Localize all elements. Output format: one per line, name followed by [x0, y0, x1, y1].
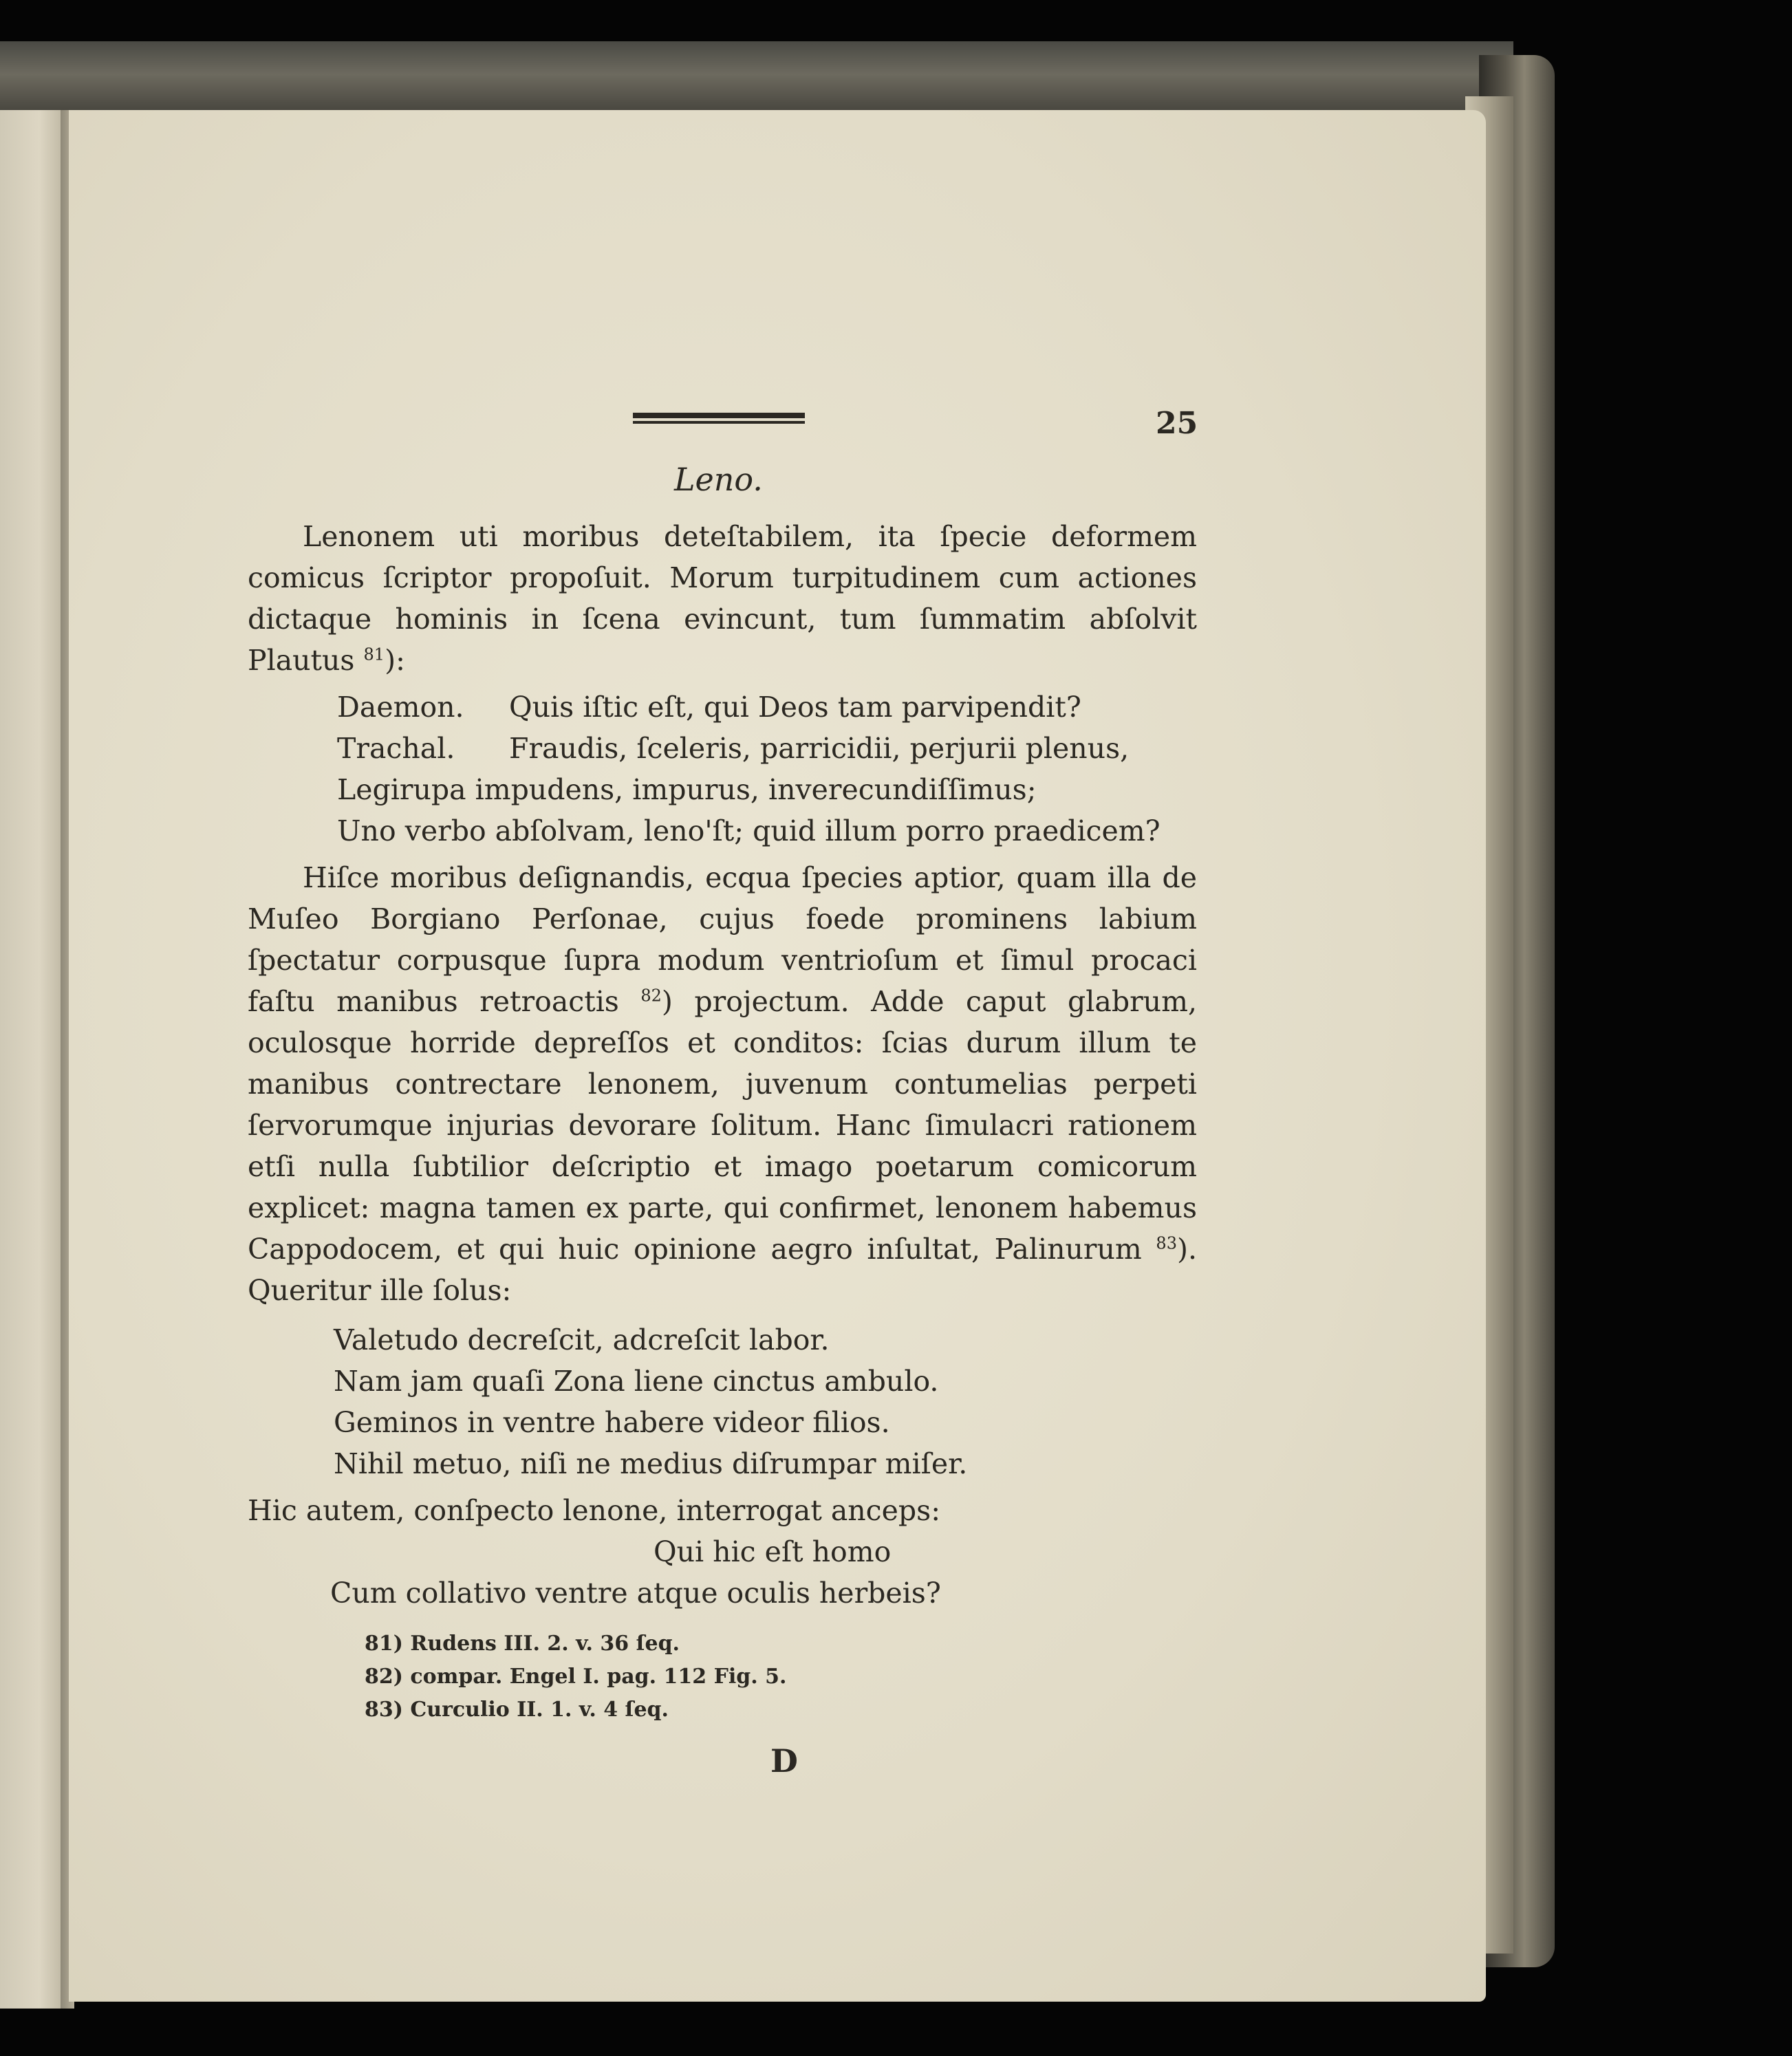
body-text	[248, 516, 1197, 1782]
speaker-label: Daemon.	[337, 691, 464, 724]
paragraph-2	[248, 857, 1197, 1311]
verse-block-2	[334, 1319, 1197, 1484]
section-heading: Leno.	[674, 461, 763, 498]
facing-page-edge	[0, 110, 65, 2009]
speaker-label: Trachal.	[337, 732, 455, 765]
verse-line	[337, 686, 1197, 728]
verse-line: Qui hic eſt homo	[654, 1535, 892, 1568]
page-number: 25	[1156, 406, 1198, 441]
footnote-ref-83: 83	[1156, 1233, 1177, 1253]
verse-block-1	[337, 686, 1197, 852]
verse-text: Fraudis, ſceleris, parricidii, perjurii plenus,	[509, 732, 1130, 765]
paragraph-2-part-2: ) projectum. Adde caput glabrum, oculosque horride depreſſos et conditos: ſcias durum illum te manibus contrectare lenonem, juvenum contumelias perpeti ſervorumque injurias devorare ſolitum. Hanc ſimulacri rationem etſi nulla ſubtilior deſcriptio et imago poetarum comicorum explicet: magna tamen ex parte, qui confirmet, lenonem habemus Cappodocem, et qui huic opinione aegro inſultat, Palinurum	[248, 985, 1197, 1266]
paragraph-2-part-3: ). Queritur ille ſolus:	[248, 1233, 1197, 1307]
verse-line: Valetudo decreſcit, adcreſcit labor.	[334, 1323, 830, 1356]
verse-text: Legirupa impudens, impurus, inverecundiſſimus;	[337, 773, 1037, 806]
paragraph-1	[248, 516, 1197, 681]
paragraph-1-text: Lenonem uti moribus deteſtabilem, ita ſpecie deformem comicus ſcriptor propoſuit. Morum turpitudinem cum actiones dictaque hominis in ſcena evincunt, tum ſummatim abſolvit Plautus	[248, 520, 1197, 677]
footnotes	[365, 1627, 1197, 1727]
paragraph-1-tail: ):	[385, 644, 405, 677]
verse-line: Cum collativo ventre atque oculis herbeis?	[330, 1577, 941, 1610]
verse-block-3	[248, 1531, 1197, 1614]
verse-text: Quis iſtic eſt, qui Deos tam parvipendit?	[509, 691, 1081, 724]
verse-line	[337, 769, 1197, 810]
footnote: 82) compar. Engel I. pag. 112 Fig. 5.	[365, 1665, 787, 1689]
footnote: 83) Curculio II. 1. v. 4 ſeq.	[365, 1698, 669, 1722]
verse-line	[337, 728, 1197, 769]
verse-text: Uno verbo abſolvam, leno'ſt; quid illum porro praedicem?	[337, 814, 1161, 847]
signature-mark: D	[770, 1742, 798, 1779]
verse-line: Nam jam quaſi Zona liene cinctus ambulo.	[334, 1365, 939, 1398]
header-rule	[633, 413, 805, 424]
verse-line: Geminos in ventre habere videor filios.	[334, 1406, 890, 1439]
footnote-ref-82: 82	[640, 986, 662, 1006]
verse-line: Nihil metuo, niſi ne medius diſrumpar miſer.	[334, 1447, 968, 1480]
paragraph-3: Hic autem, conſpecto lenone, interrogat anceps:	[248, 1494, 941, 1527]
book-page	[69, 110, 1486, 2002]
verse-line	[337, 810, 1197, 852]
footnote: 81) Rudens III. 2. v. 36 ſeq.	[365, 1632, 680, 1656]
footnote-ref-81: 81	[363, 645, 385, 664]
paragraph-2-part-1: Hiſce moribus deſignandis, ecqua ſpecies aptior, quam illa de Muſeo Borgiano Perſonae, cujus foede prominens labium ſpectatur corpusque ſupra modum ventrioſum et ſimul procaci faſtu manibus retroactis	[248, 861, 1197, 1018]
